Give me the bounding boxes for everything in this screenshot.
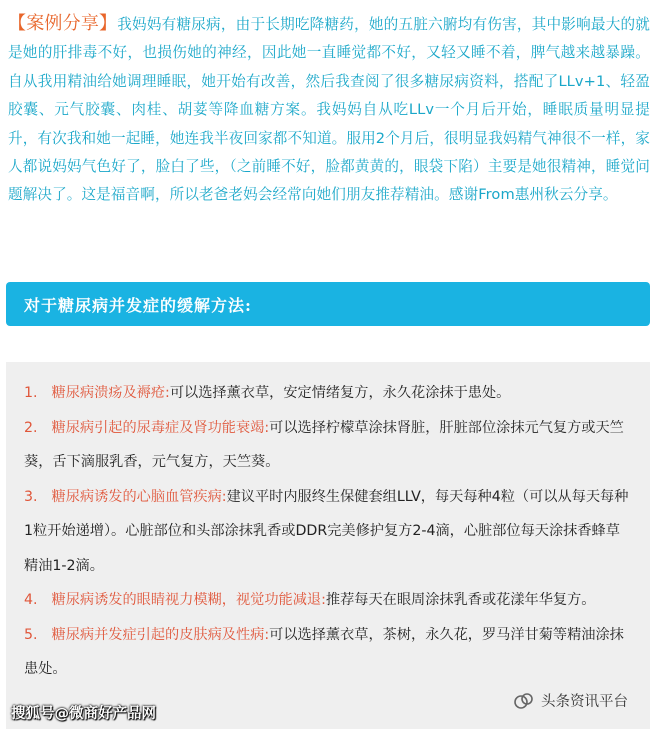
toutiao-watermark-text: 头条资讯平台	[541, 694, 628, 710]
case-story	[8, 10, 650, 210]
remedy-body: 推荐每天在眼周涂抹乳香或花漾年华复方。	[325, 592, 596, 608]
remedy-item	[24, 411, 632, 480]
remedy-item	[24, 480, 632, 584]
remedy-heading: 糖尿病诱发的眼睛视力模糊，视觉功能减退:	[51, 592, 326, 608]
remedy-heading: 糖尿病诱发的心脑血管疾病:	[51, 488, 227, 505]
remedy-body: 可以选择薰衣草，安定情绪复方，永久花涂抹于患处。	[169, 385, 511, 401]
banner-title: 对于糖尿病并发症的缓解方法:	[24, 296, 252, 315]
case-tag: 【案例分享】	[8, 13, 118, 34]
section-banner	[6, 282, 650, 326]
remedy-body: 建议平时内服终生保健套组LLV，每天每种4粒（可以从每天每种1粒开始递增）。心脏部位和头部涂抹乳香或DDR完美修护复方2-4滴，心脏部位每天涂抹香蜂草精油1-2滴。	[24, 488, 629, 574]
remedy-item	[24, 618, 632, 687]
sohu-watermark: 搜狐号@微商好产品网	[11, 706, 156, 722]
remedy-number: 1.	[24, 385, 38, 401]
remedy-heading: 糖尿病溃疡及褥疮:	[51, 385, 170, 401]
case-story-text: 我妈妈有糖尿病，由于长期吃降糖药，她的五脏六腑均有伤害，其中影响最大的就是她的肝排毒不好，也损伤她的神经，因此她一直睡觉都不好，又轻又睡不着，脾气越来越暴躁。自从我用精油给她调理睡眠，她开始有改善，然后我查阅了很多糖尿病资料，搭配了LLv+1、轻盈胶囊、元气胶囊、肉桂、胡荽等降血糖方案。我妈妈自从吃LLv一个月后开始，睡眠质量明显提升，有次我和她一起睡，她连我半夜回家都不知道。服用2个月后，很明显我妈精气神很不一样，家人都说妈妈气色好了，脸白了些，（之前睡不好，脸都黄黄的，眼袋下陷）主要是她很精神，睡觉问题解决了。这是福音啊，所以老爸老妈会经常向她们朋友推荐精油。感谢From惠州秋云分享。	[8, 16, 650, 204]
toutiao-logo-icon	[513, 691, 535, 711]
remedy-body: 可以选择柠檬草涂抹肾脏，肝脏部位涂抹元气复方或天竺葵，舌下滴服乳香，元气复方，天竺葵。	[24, 419, 624, 470]
remedy-heading: 糖尿病并发症引起的皮肤病及性病:	[51, 626, 270, 643]
remedy-item	[24, 376, 632, 411]
remedy-body: 可以选择薰衣草，茶树，永久花，罗马洋甘菊等精油涂抹患处。	[24, 626, 624, 677]
remedy-number: 4.	[24, 592, 38, 608]
toutiao-watermark	[513, 690, 628, 711]
remedy-item	[24, 583, 632, 618]
remedy-heading: 糖尿病引起的尿毒症及肾功能衰竭:	[51, 419, 270, 436]
remedy-number: 5.	[24, 626, 38, 643]
remedies-box	[6, 362, 650, 729]
remedy-number: 2.	[24, 419, 38, 436]
remedy-number: 3.	[24, 488, 38, 505]
remedy-list	[24, 376, 632, 687]
